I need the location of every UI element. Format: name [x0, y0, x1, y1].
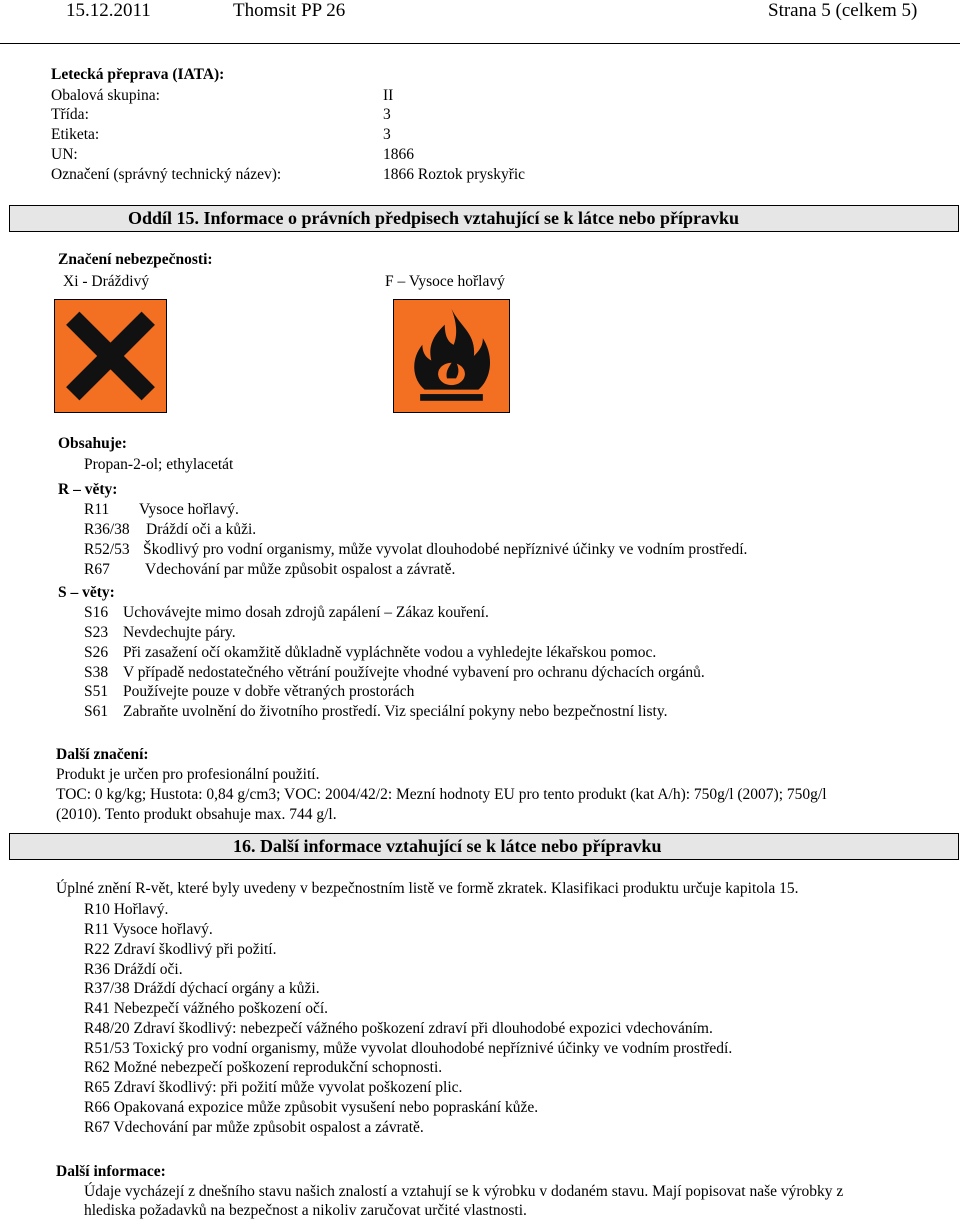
r-full-item: R41 Nebezpečí vážného poškození očí.: [84, 1000, 329, 1017]
transport-label: Etiketa:: [51, 126, 100, 143]
s-phrases-label: S – věty:: [58, 584, 115, 601]
contains-value: Propan-2-ol; ethylacetát: [84, 456, 234, 473]
s-phrase-text: Při zasažení očí okamžitě důkladně vypláchněte vodou a vyhledejte lékařskou pomoc.: [123, 644, 657, 661]
r-phrase-text: Dráždí oči a kůži.: [146, 521, 257, 538]
more-line: TOC: 0 kg/kg; Hustota: 0,84 g/cm3; VOC: 2004/42/2: Mezní hodnoty EU pro tento produkt (kat A/h): 750g/l (2007); 750g/l: [56, 786, 827, 803]
r-full-item: R36 Dráždí oči.: [84, 961, 183, 978]
s-phrase-text: Uchovávejte mimo dosah zdrojů zapálení – Zákaz kouření.: [123, 604, 489, 621]
info-line: Údaje vycházejí z dnešního stavu našich znalostí a vztahují se k výrobku v dodaném stavu. Mají popisovat naše výrobky z: [84, 1183, 844, 1200]
transport-label: UN:: [51, 146, 78, 163]
r-full-item: R65 Zdraví škodlivý: při požití může vyvolat poškození plic.: [84, 1079, 463, 1096]
transport-label: Označení (správný technický název):: [51, 166, 282, 183]
r-phrase-text: Vysoce hořlavý.: [139, 501, 239, 518]
irritant-caption: Xi - Dráždivý: [63, 273, 150, 290]
section-16-header: [9, 833, 959, 860]
flammable-symbol: [393, 299, 510, 413]
section-16-intro: Úplné znění R-vět, které byly uvedeny v bezpečnostním listě ve formě zkratek. Klasifikaci produktu určuje kapitola 15.: [56, 880, 799, 897]
r-phrases-label: R – věty:: [58, 481, 118, 498]
s-phrase-code: S61: [84, 703, 109, 720]
header-product: Thomsit PP 26: [233, 0, 346, 21]
r-phrase-code: R11: [84, 501, 110, 518]
transport-title: Letecká přeprava (IATA):: [51, 66, 225, 83]
r-phrase-code: R67: [84, 561, 110, 578]
section-15-header: [9, 205, 959, 232]
r-full-item: R62 Možné nebezpečí poškození reprodukční schopnosti.: [84, 1059, 443, 1076]
r-full-item: R22 Zdraví škodlivý při požití.: [84, 941, 277, 958]
s-phrase-text: V případě nedostatečného větrání používejte vhodné vybavení pro ochranu dýchacích orgánů.: [123, 664, 705, 681]
section-16-title: 16. Další informace vztahující se k látce nebo přípravku: [233, 836, 662, 856]
r-full-item: R67 Vdechování par může způsobit ospalost a závratě.: [84, 1119, 424, 1136]
s-phrase-text: Nevdechujte páry.: [123, 624, 236, 641]
more-line: Produkt je určen pro profesionální použití.: [56, 766, 320, 783]
contains-label: Obsahuje:: [58, 435, 127, 452]
r-full-item: R48/20 Zdraví škodlivý: nebezpečí vážného poškození zdraví při dlouhodobé expozici vdechováním.: [84, 1020, 713, 1037]
more-label: Další značení:: [56, 746, 149, 763]
transport-value: 3: [383, 106, 391, 123]
transport-label: Třída:: [51, 106, 89, 123]
r-full-item: R51/53 Toxický pro vodní organismy, může vyvolat dlouhodobé nepříznivé účinky ve vodním prostředí.: [84, 1040, 733, 1057]
irritant-symbol: [54, 299, 167, 413]
s-phrase-code: S23: [84, 624, 109, 641]
r-phrase-code: R36/38: [84, 521, 130, 538]
s-phrase-code: S16: [84, 604, 109, 621]
transport-value: 1866: [383, 146, 414, 163]
transport-label: Obalová skupina:: [51, 87, 160, 104]
r-phrase-code: R52/53: [84, 541, 130, 558]
more-line: (2010). Tento produkt obsahuje max. 744 g/l.: [56, 806, 337, 823]
section-15-title: Oddíl 15. Informace o právních předpisech vztahující se k látce nebo přípravku: [128, 208, 740, 228]
s-phrase-text: Používejte pouze v dobře větraných prostorách: [123, 683, 415, 700]
r-full-item: R37/38 Dráždí dýchací orgány a kůži.: [84, 980, 320, 997]
r-full-item: R66 Opakovaná expozice může způsobit vysušení nebo popraskání kůže.: [84, 1099, 539, 1116]
r-phrase-text: Vdechování par může způsobit ospalost a závratě.: [145, 561, 456, 578]
info-line: hlediska požadavků na bezpečnost a nikoliv zaručovat určité vlastnosti.: [84, 1202, 527, 1219]
hazard-label: Značení nebezpečnosti:: [58, 251, 213, 268]
irritant-cross-icon: [55, 300, 166, 412]
header-date: 15.12.2011: [66, 0, 151, 21]
r-full-item: R11 Vysoce hořlavý.: [84, 921, 213, 938]
s-phrase-code: S51: [84, 683, 109, 700]
r-phrase-text: Škodlivý pro vodní organismy, může vyvolat dlouhodobé nepříznivé účinky ve vodním prostředí.: [143, 541, 748, 558]
s-phrase-text: Zabraňte uvolnění do životního prostředí. Viz speciální pokyny nebo bezpečnostní listy.: [123, 703, 668, 720]
r-full-item: R10 Hořlavý.: [84, 901, 169, 918]
transport-value: II: [383, 87, 394, 104]
info-label: Další informace:: [56, 1163, 166, 1180]
transport-value: 1866 Roztok pryskyřic: [383, 166, 526, 183]
header-page: Strana 5 (celkem 5): [768, 0, 918, 21]
flammable-caption: F – Vysoce hořlavý: [385, 273, 505, 290]
flame-icon: [394, 300, 509, 412]
transport-value: 3: [383, 126, 391, 143]
s-phrase-code: S26: [84, 644, 109, 661]
header-divider: [0, 43, 960, 44]
s-phrase-code: S38: [84, 664, 109, 681]
